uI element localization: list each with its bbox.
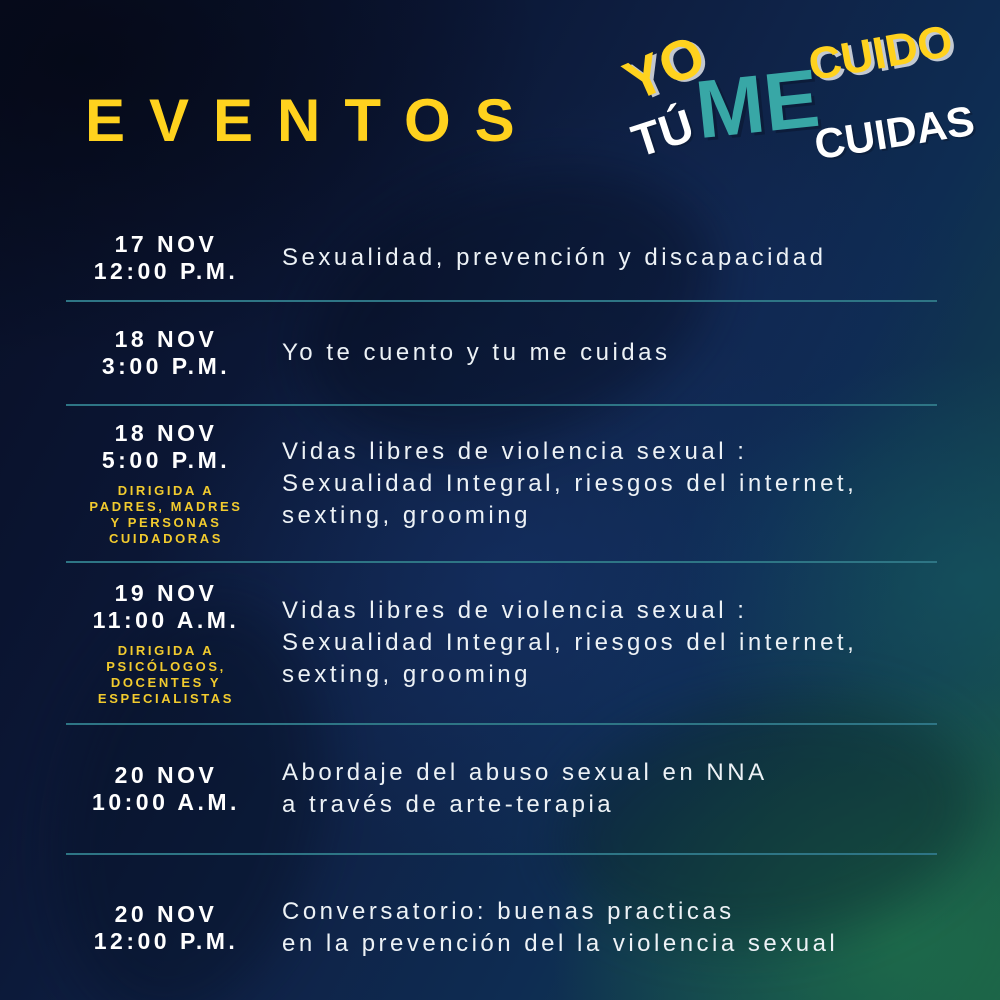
event-when xyxy=(66,326,266,380)
event-description-line: Conversatorio: buenas practicas xyxy=(282,897,735,925)
events-list xyxy=(66,215,937,1000)
event-when xyxy=(66,580,266,707)
event-description-line: Vidas libres de violencia sexual : xyxy=(282,597,748,624)
event-date: 19 NOV xyxy=(114,579,218,606)
event-description-line: Sexualidad Integral, riesgos del internet, xyxy=(282,629,858,656)
event-when xyxy=(66,231,266,285)
event-audience-line: CUIDADORAS xyxy=(108,531,224,546)
event-description-line: sexting, grooming xyxy=(282,501,531,529)
event-description xyxy=(282,595,937,691)
event-time: 11:00 A.M. xyxy=(92,606,240,633)
event-description-line: Abordaje del abuso sexual en NNA xyxy=(282,759,768,786)
event-row xyxy=(66,725,937,855)
event-time: 12:00 P.M. xyxy=(93,257,239,284)
event-audience-line: ESPECIALISTAS xyxy=(97,690,235,706)
logo-word-me: ME xyxy=(691,52,824,157)
event-when xyxy=(66,762,266,816)
event-audience-line: DIRIGIDA A xyxy=(117,642,215,658)
event-description xyxy=(282,436,937,532)
event-audience-line: DIRIGIDA A xyxy=(117,483,215,498)
event-row xyxy=(66,215,937,302)
event-description-line: sexting, grooming xyxy=(282,661,531,688)
event-time: 12:00 P.M. xyxy=(93,927,239,954)
event-time: 3:00 P.M. xyxy=(101,353,231,379)
event-audience-line: DOCENTES Y xyxy=(110,674,222,690)
logo-word-cuido: CUIDO xyxy=(804,14,957,91)
event-when xyxy=(66,420,266,547)
event-date: 18 NOV xyxy=(114,326,218,352)
event-description xyxy=(282,896,937,960)
event-row xyxy=(66,406,937,563)
page-title: EVENTOS xyxy=(85,87,539,154)
event-row xyxy=(66,855,937,1000)
event-date: 20 NOV xyxy=(114,900,218,927)
event-description xyxy=(282,757,937,821)
event-audience xyxy=(66,483,266,547)
event-row xyxy=(66,302,937,406)
event-date: 20 NOV xyxy=(114,762,218,788)
event-audience xyxy=(66,643,266,707)
logo-word-tu: TÚ xyxy=(625,98,700,168)
event-description-line: Yo te cuento y tu me cuidas xyxy=(282,339,671,366)
event-audience-line: PSICÓLOGOS, xyxy=(106,658,226,674)
event-audience-line: Y PERSONAS xyxy=(110,515,222,530)
event-row xyxy=(66,563,937,725)
logo-word-yo: YO xyxy=(614,22,715,113)
event-description-line: Sexualidad Integral, riesgos del internet, xyxy=(282,469,858,497)
event-description-line: a través de arte-terapia xyxy=(282,791,615,818)
event-audience-line: PADRES, MADRES xyxy=(89,499,243,514)
event-description-line: en la prevención del la violencia sexual xyxy=(282,929,839,957)
event-description xyxy=(282,242,937,274)
event-date: 17 NOV xyxy=(114,230,218,257)
event-time: 10:00 A.M. xyxy=(92,789,240,815)
campaign-logo xyxy=(612,14,994,216)
event-description-line: Sexualidad, prevención y discapacidad xyxy=(282,243,827,271)
event-description xyxy=(282,337,937,369)
event-date: 18 NOV xyxy=(114,420,218,446)
logo-word-cuidas: CUIDAS xyxy=(811,96,978,169)
event-description-line: Vidas libres de violencia sexual : xyxy=(282,437,748,465)
event-time: 5:00 P.M. xyxy=(101,447,231,473)
event-when xyxy=(66,901,266,955)
